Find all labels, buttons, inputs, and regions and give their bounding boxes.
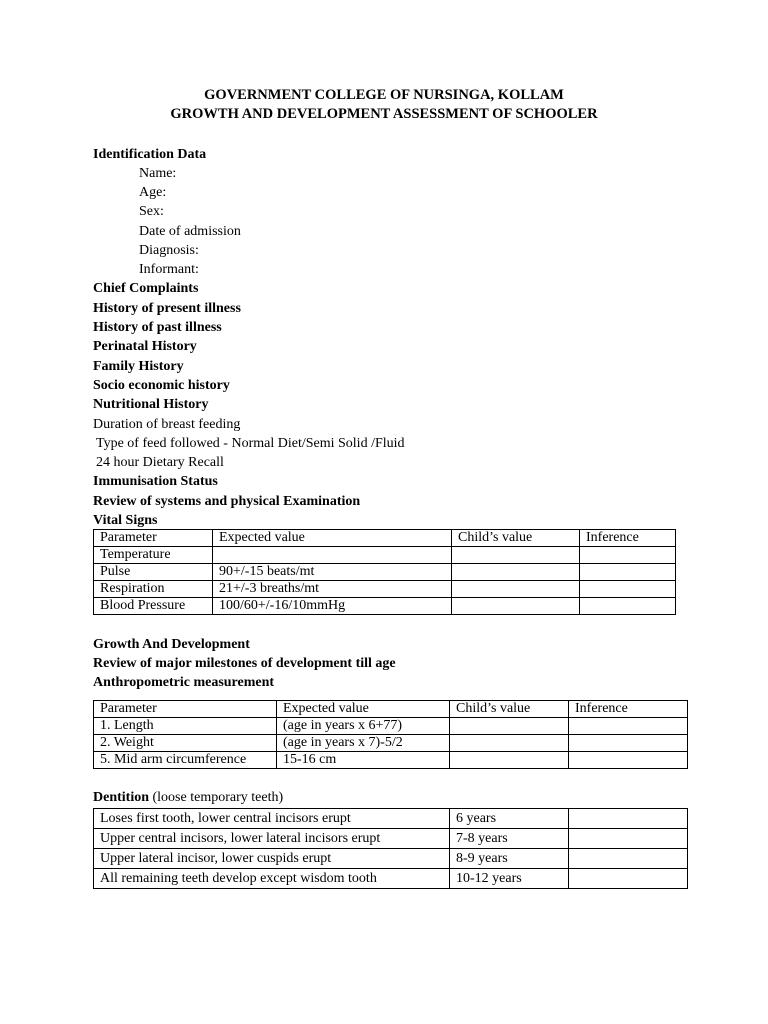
table-cell — [569, 718, 688, 735]
present-illness-heading: History of present illness — [93, 301, 241, 316]
table-cell: 8-9 years — [450, 849, 569, 869]
perinatal-history-heading: Perinatal History — [93, 339, 197, 354]
table-cell: (age in years x 7)-5/2 — [277, 735, 450, 752]
field-informant: Informant: — [139, 262, 199, 277]
table-row — [94, 564, 676, 581]
field-diagnosis: Diagnosis: — [139, 243, 199, 258]
table-cell — [452, 564, 580, 581]
table-row — [94, 718, 688, 735]
table-cell: 100/60+/-16/10mmHg — [213, 598, 452, 615]
table-cell — [450, 752, 569, 769]
table-cell: Respiration — [94, 581, 213, 598]
table-cell: Upper lateral incisor, lower cuspids erupt — [94, 849, 450, 869]
feed-type-line: Type of feed followed - Normal Diet/Semi Solid /Fluid — [96, 436, 405, 451]
table-cell — [580, 598, 676, 615]
table-cell: Pulse — [94, 564, 213, 581]
table-row — [94, 869, 688, 889]
table-cell — [569, 735, 688, 752]
header-cell: Inference — [580, 530, 676, 547]
table-cell — [580, 564, 676, 581]
table-cell — [450, 735, 569, 752]
table-row — [94, 752, 688, 769]
header-cell: Parameter — [94, 701, 277, 718]
table-cell: Upper central incisors, lower lateral incisors erupt — [94, 829, 450, 849]
identification-heading: Identification Data — [93, 147, 207, 162]
table-header-row — [94, 701, 688, 718]
table-row — [94, 598, 676, 615]
table-row — [94, 581, 676, 598]
socio-economic-heading: Socio economic history — [93, 378, 230, 393]
review-systems-heading: Review of systems and physical Examination — [93, 494, 361, 509]
table-cell: 6 years — [450, 809, 569, 829]
table-cell: 7-8 years — [450, 829, 569, 849]
table-cell — [213, 547, 452, 564]
table-cell — [452, 547, 580, 564]
table-cell: 90+/-15 beats/mt — [213, 564, 452, 581]
table-cell: 1. Length — [94, 718, 277, 735]
header-cell: Expected value — [277, 701, 450, 718]
table-cell: 15-16 cm — [277, 752, 450, 769]
table-row — [94, 809, 688, 829]
dentition-label: Dentition — [93, 790, 149, 805]
table-cell: Loses first tooth, lower central incisors erupt — [94, 809, 450, 829]
table-cell: Blood Pressure — [94, 598, 213, 615]
header-cell: Child’s value — [450, 701, 569, 718]
growth-development-heading: Growth And Development — [93, 637, 250, 652]
field-name: Name: — [139, 166, 177, 181]
table-row — [94, 849, 688, 869]
vital-signs-table — [93, 529, 676, 615]
table-cell: All remaining teeth develop except wisdom tooth — [94, 869, 450, 889]
table-header-row — [94, 530, 676, 547]
table-cell: 21+/-3 breaths/mt — [213, 581, 452, 598]
table-row — [94, 735, 688, 752]
header-cell: Expected value — [213, 530, 452, 547]
document-title: GOVERNMENT COLLEGE OF NURSINGA, KOLLAM — [204, 87, 564, 103]
table-cell — [580, 581, 676, 598]
table-cell — [569, 849, 688, 869]
table-cell — [452, 581, 580, 598]
anthropometric-table — [93, 700, 688, 769]
table-cell — [452, 598, 580, 615]
table-cell — [569, 829, 688, 849]
past-illness-heading: History of past illness — [93, 320, 222, 335]
table-cell: 5. Mid arm circumference — [94, 752, 277, 769]
table-row — [94, 829, 688, 849]
table-cell — [569, 809, 688, 829]
dentition-heading — [93, 789, 283, 807]
field-sex: Sex: — [139, 204, 164, 219]
milestones-heading: Review of major milestones of development till age — [93, 656, 396, 671]
header-cell: Inference — [569, 701, 688, 718]
table-cell: (age in years x 6+77) — [277, 718, 450, 735]
breast-feeding-line: Duration of breast feeding — [93, 417, 241, 432]
dentition-note: (loose temporary teeth) — [149, 790, 284, 805]
family-history-heading: Family History — [93, 359, 184, 374]
table-cell — [580, 547, 676, 564]
table-cell: Temperature — [94, 547, 213, 564]
field-date-of-admission: Date of admission — [139, 224, 241, 239]
field-age: Age: — [139, 185, 167, 200]
table-cell: 10-12 years — [450, 869, 569, 889]
nutritional-history-heading: Nutritional History — [93, 397, 209, 412]
table-cell — [450, 718, 569, 735]
document-subtitle: GROWTH AND DEVELOPMENT ASSESSMENT OF SCHOOLER — [170, 106, 598, 122]
dentition-table — [93, 808, 688, 889]
table-cell: 2. Weight — [94, 735, 277, 752]
immunisation-heading: Immunisation Status — [93, 474, 218, 489]
vital-signs-heading: Vital Signs — [93, 513, 158, 528]
chief-complaints-heading: Chief Complaints — [93, 281, 199, 296]
dietary-recall-line: 24 hour Dietary Recall — [96, 455, 224, 470]
header-cell: Parameter — [94, 530, 213, 547]
table-cell — [569, 869, 688, 889]
table-cell — [569, 752, 688, 769]
table-row — [94, 547, 676, 564]
anthropometric-heading: Anthropometric measurement — [93, 675, 275, 690]
header-cell: Child’s value — [452, 530, 580, 547]
